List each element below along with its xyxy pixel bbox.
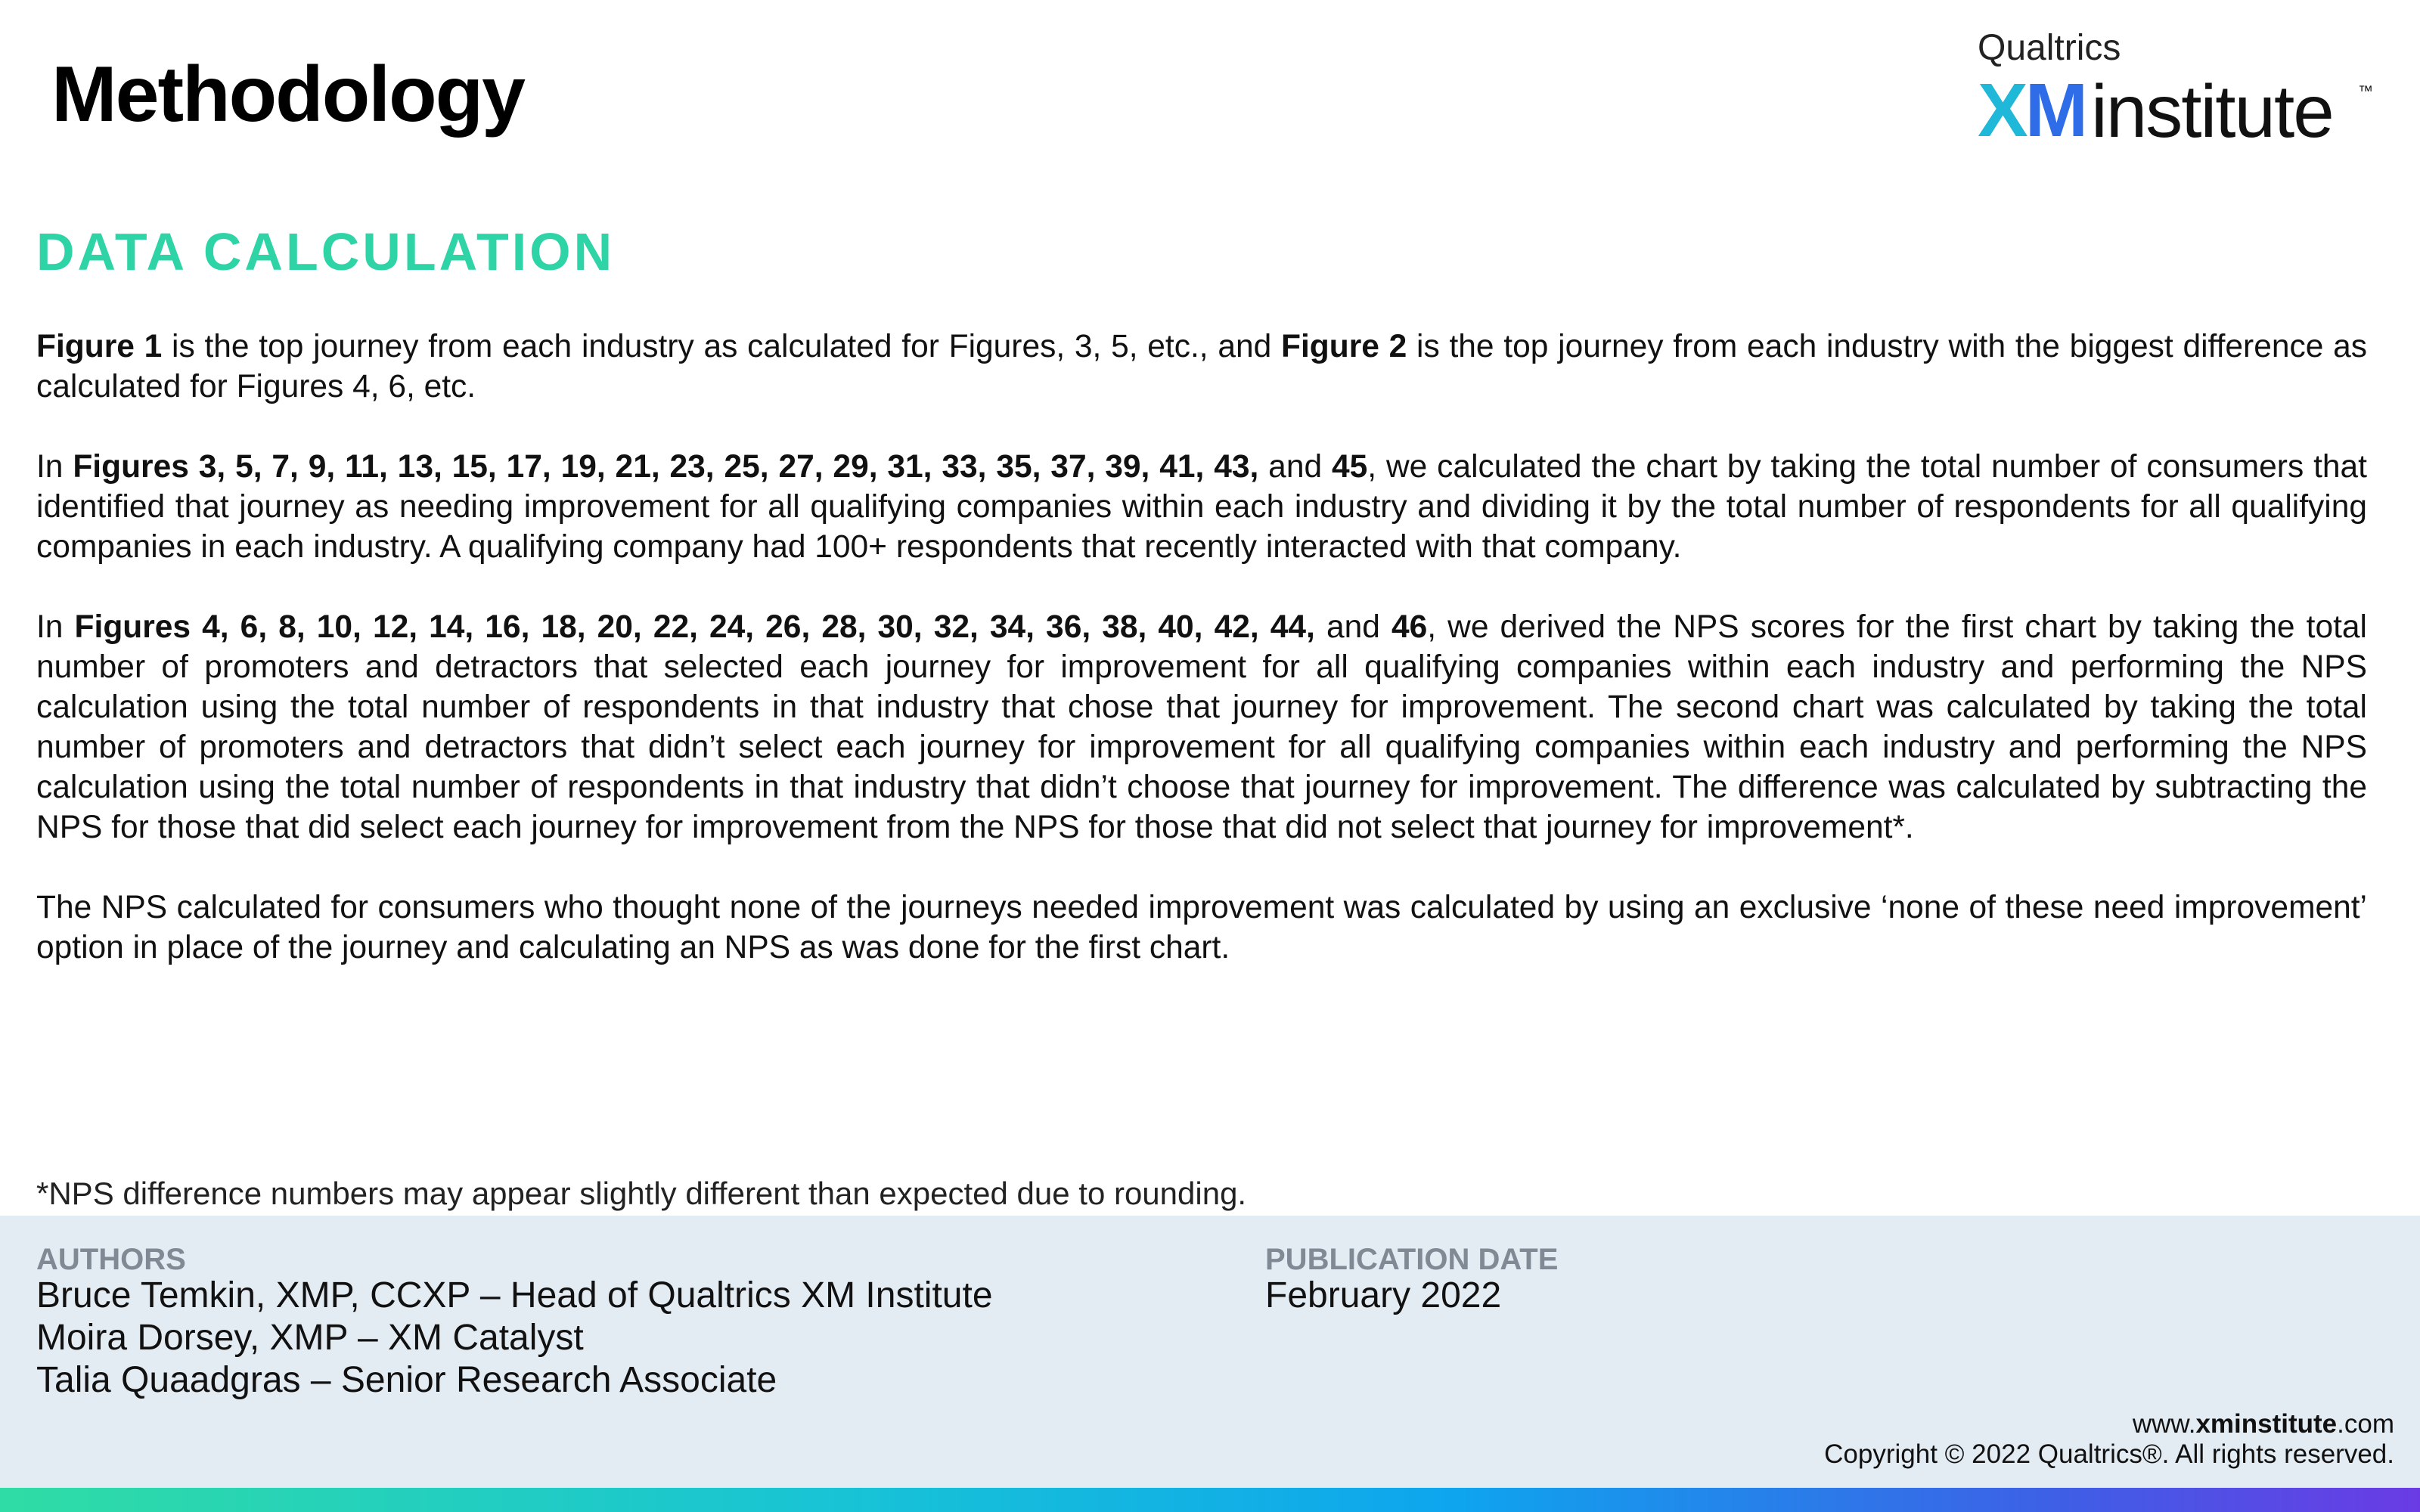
footnote: *NPS difference numbers may appear slightly different than expected due to rounding. [36,1176,1247,1211]
url-domain: xminstitute [2195,1409,2338,1439]
authors-label: AUTHORS [36,1243,186,1276]
text-span: In [36,609,75,645]
bold-figure-list: Figures 3, 5, 7, 9, 11, 13, 15, 17, 19, 21, 23, 25, 27, 29, 31, 33, 35, 37, 39, 41, 43, [73,449,1259,485]
text-span: is the top journey from each industry with the biggest difference as calculated for Figures 4, 6, etc. [36,329,2367,404]
text-span: In [36,449,73,485]
paragraph-figures-1-2 [36,327,2367,407]
url-prefix: www. [2132,1409,2196,1439]
bold-figure-last: 45 [1331,449,1368,485]
bold-figure-2: Figure 2 [1281,329,1407,364]
publication-date: February 2022 [1265,1275,1502,1315]
footer-panel [0,1216,2420,1488]
text-span: , we calculated the chart by taking the total number of consumers that identified that journey as needing improvement for all qualifying companies within each industry and dividing it by the total number of respondents for all qualifying companies in each industry. A qualifying company had 100+ respondents that recently interacted with that company. [36,449,2367,565]
bold-figure-list: Figures 4, 6, 8, 10, 12, 14, 16, 18, 20, 22, 24, 26, 28, 30, 32, 34, 36, 38, 40, 42, 44, [74,609,1315,645]
logo-m-letter: M [2024,68,2086,153]
paragraph-odd-figures [36,447,2367,567]
author-line: Bruce Temkin, XMP, CCXP – Head of Qualtrics XM Institute [36,1275,993,1315]
author-line: Talia Quaadgras – Senior Research Associate [36,1360,777,1400]
url-suffix: .com [2337,1409,2394,1439]
page-title: Methodology [51,51,525,138]
bold-figure-1: Figure 1 [36,329,163,364]
text-span: and [1314,609,1392,645]
logo-x-letter: X [1978,68,2025,153]
body-text [36,327,2367,1008]
logo-trademark: ™ [2358,83,2373,100]
website-link[interactable] [2133,1409,2394,1439]
text-span: and [1258,449,1332,485]
text-span: , we derived the NPS scores for the first chart by taking the total number of promoters and detractors that selected each journey for improvement for all qualifying companies within each industry and performing the NPS calculation using the total number of respondents in that industry that chose that journey for improvement. The second chart was calculated by taking the total number of promoters and detractors that didn’t select each journey for improvement for all qualifying companies within each industry and performing the NPS calculation using the total number of respondents in that industry that didn’t choose that journey for improvement. The difference was calculated by subtracting the NPS for those that did select each journey for improvement from the NPS for those that did not select that journey for improvement*. [36,609,2367,845]
logo-xm-mark [1978,68,2086,153]
text-span: is the top journey from each industry as calculated for Figures, 3, 5, etc., and [162,329,1282,364]
section-heading: DATA CALCULATION [36,222,616,281]
paragraph-even-figures [36,607,2367,847]
copyright-notice: Copyright © 2022 Qualtrics®. All rights reserved. [1824,1439,2394,1469]
logo-institute-text: institute [2091,70,2333,153]
paragraph-none-option: The NPS calculated for consumers who thought none of the journeys needed improvement was calculated by using an exclusive ‘none of these need improvement’ option in place of the journey and calculating an NPS as was done for the first chart. [36,890,2367,965]
bold-figure-last: 46 [1391,609,1428,645]
gradient-bar [0,1488,2420,1512]
logo-qualtrics-text: Qualtrics [1978,28,2121,68]
publication-date-label: PUBLICATION DATE [1265,1243,1559,1276]
author-line: Moira Dorsey, XMP – XM Catalyst [36,1318,584,1358]
xm-institute-logo [1978,30,2371,151]
